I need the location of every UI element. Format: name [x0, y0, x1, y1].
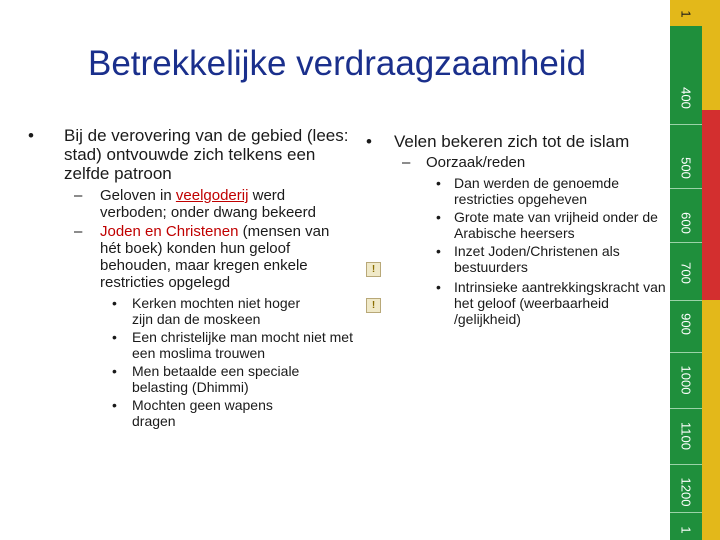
timeline-divider — [670, 464, 702, 465]
bullet-marker: • — [112, 397, 117, 413]
left-item-text: Mochten geen wapens dragen — [132, 397, 273, 429]
timeline-tick-600: 600 — [678, 212, 694, 234]
left-sub1-text: Geloven in veelgoderij werd verboden; onder dwang bekeerd — [100, 187, 316, 221]
right-bullet — [366, 132, 676, 151]
slide-title: Betrekkelijke verdraagzaamheid — [88, 44, 587, 83]
left-item — [112, 295, 358, 327]
highlight-veelgoderij: veelgoderij — [175, 187, 249, 204]
warning-icon-slot — [366, 243, 436, 277]
bullet-marker: • — [112, 363, 117, 379]
bullet-marker: • — [436, 279, 441, 295]
right-item-text: Dan werden de genoemde restricties opgeheven — [454, 175, 620, 207]
right-item — [366, 279, 676, 327]
dash-marker: – — [402, 154, 411, 171]
timeline-divider — [670, 408, 702, 409]
right-item — [366, 175, 676, 207]
warning-icon[interactable]: ! — [366, 262, 381, 277]
timeline-tick-400: 400 — [678, 87, 694, 109]
warning-icon[interactable]: ! — [366, 298, 381, 313]
bullet-marker: • — [28, 126, 34, 145]
left-item-text: Kerken mochten niet hoger zijn dan de moskeen — [132, 295, 301, 327]
timeline-tick-900: 900 — [678, 313, 694, 335]
dash-marker: – — [74, 223, 83, 240]
right-item-text: Grote mate van vrijheid onder de Arabische heersers — [454, 209, 658, 241]
left-bullet — [28, 126, 358, 183]
highlight-joden-christenen: Joden en Christenen — [100, 223, 239, 240]
right-item-text: Inzet Joden/Christenen als bestuurders — [454, 243, 620, 275]
bullet-marker: • — [112, 295, 117, 311]
timeline-tick-partial: 1 — [678, 526, 694, 534]
left-item — [112, 397, 358, 429]
right-column — [366, 132, 676, 327]
timeline-divider — [670, 512, 702, 513]
right-sub — [402, 154, 676, 171]
warning-icon-slot — [366, 279, 436, 313]
left-item — [112, 363, 358, 395]
timeline-tick-700: 700 — [678, 262, 694, 284]
timeline-tick-1200: 1200 — [678, 477, 694, 507]
bullet-marker: • — [112, 329, 117, 345]
left-sub-joden — [74, 223, 358, 291]
right-item-text: Intrinsieke aantrekkingskracht van het geloof (weerbaarheid /gelijkheid) — [454, 279, 666, 327]
timeline-tick-1100: 1100 — [678, 422, 694, 450]
right-bullet-text: Velen bekeren zich tot de islam — [394, 132, 630, 151]
left-item-text: Een christelijke man mocht niet met een moslima trouwen — [132, 329, 353, 361]
right-sub-text: Oorzaak/reden — [426, 154, 526, 171]
bullet-marker: • — [436, 243, 441, 259]
left-item — [112, 329, 358, 361]
timeline-divider — [670, 124, 702, 125]
left-column — [28, 126, 358, 429]
left-item-text: Men betaalde een speciale belasting (Dhimmi) — [132, 363, 300, 395]
bullet-marker: • — [366, 132, 372, 151]
timeline-red-strip — [702, 110, 720, 300]
page-number: 1 — [670, 0, 702, 26]
left-sub-veelgoderij — [74, 187, 358, 221]
timeline-tick-1000: 1000 — [678, 365, 694, 395]
dash-marker: – — [74, 187, 83, 204]
left-bullet-text: Bij de verovering van de gebied (lees: stad) ontvouwde zich telkens een zelfde patroon — [64, 126, 349, 183]
timeline-tick-500: 500 — [678, 157, 694, 179]
bullet-marker: • — [436, 175, 441, 191]
left-sub2-text: Joden en Christenen (mensen van hét boek) konden hun geloof behouden, maar kregen enkele restricties opgelegd — [100, 223, 330, 291]
right-item — [366, 243, 676, 277]
bullet-marker: • — [436, 209, 441, 225]
right-item — [366, 209, 676, 241]
timeline-divider — [670, 352, 702, 353]
